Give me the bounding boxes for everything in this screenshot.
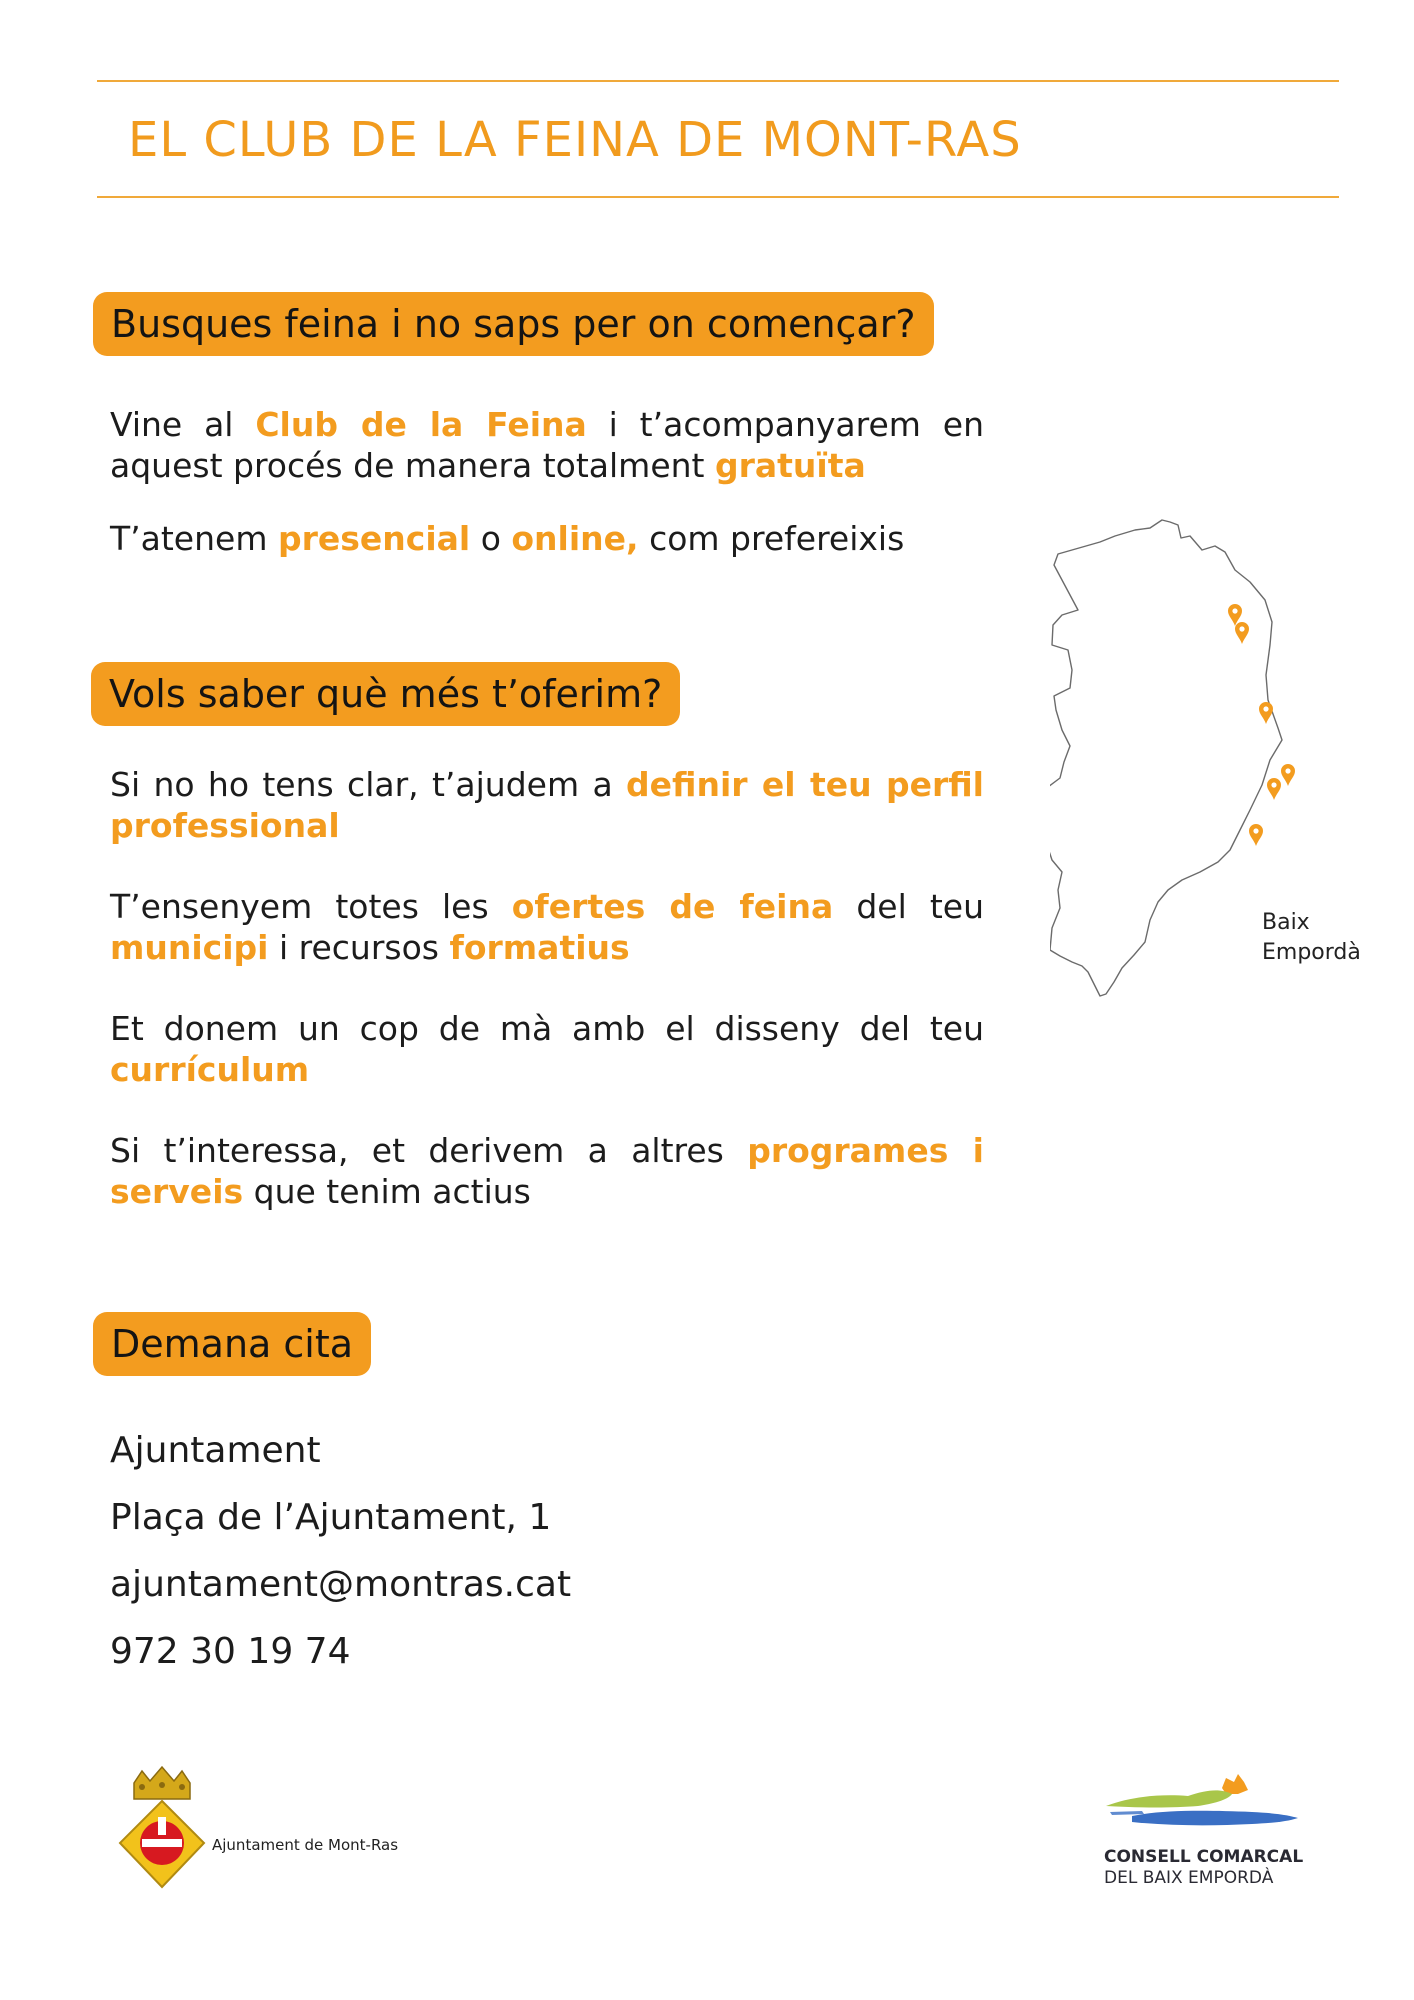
jobs-highlight-offers: ofertes de feina — [511, 887, 834, 926]
contact-phone-link[interactable]: 972 30 19 74 — [110, 1631, 351, 1672]
offer-paragraph-cv — [110, 1008, 984, 1090]
programs-text-a: Si t’interessa, et derivem a altres — [110, 1131, 748, 1170]
contact-address: Plaça de l’Ajuntament, 1 — [110, 1497, 552, 1538]
map-pin-dot — [1263, 706, 1268, 711]
map-label — [1262, 908, 1361, 968]
region-outline — [1050, 520, 1282, 996]
map-markers — [1228, 604, 1295, 846]
map-pin-dot — [1271, 782, 1276, 787]
map-pin-icon — [1259, 702, 1273, 724]
consell-comarcal-logo — [1102, 1760, 1302, 1845]
map-pin-dot — [1285, 768, 1290, 773]
intro-highlight-free: gratuïta — [714, 446, 866, 485]
jobs-highlight-formatius: formatius — [449, 928, 630, 967]
contact-institution: Ajuntament — [110, 1430, 321, 1471]
map-pin-icon — [1267, 778, 1281, 800]
top-rule — [97, 80, 1339, 82]
attendance-highlight-online: online, — [511, 519, 639, 558]
map-pin-icon — [1235, 622, 1249, 644]
map-label-line2: Empordà — [1262, 940, 1361, 965]
attendance-text-a: T’atenem — [110, 519, 278, 558]
consell-logo-line1: CONSELL COMARCAL — [1104, 1847, 1304, 1867]
mont-ras-logo-text: Ajuntament de Mont-Ras — [212, 1836, 399, 1854]
page-title: EL CLUB DE LA FEINA DE MONT-RAS — [128, 112, 1022, 168]
map-pin-icon — [1281, 764, 1295, 786]
offer-paragraph-profile — [110, 764, 984, 846]
intro-paragraph — [110, 404, 984, 486]
profile-text-a: Si no ho tens clar, t’ajudem a — [110, 765, 627, 804]
intro-highlight-club: Club de la Feina — [255, 405, 587, 444]
title-underline — [97, 196, 1339, 198]
jobs-text-c: del teu — [833, 887, 985, 926]
attendance-paragraph — [110, 518, 984, 559]
jobs-text-a: T’ensenyem totes les — [110, 887, 512, 926]
offer-paragraph-jobs — [110, 886, 984, 968]
programs-highlight: programes i serveis — [110, 1131, 984, 1211]
offer-paragraph-programs — [110, 1130, 984, 1212]
section-heading-job-search: Busques feina i no saps per on començar? — [93, 292, 934, 356]
contact-email-link[interactable]: ajuntament@montras.cat — [110, 1564, 572, 1605]
mont-ras-coat-of-arms-logo — [112, 1765, 212, 1895]
map-pin-icon — [1249, 824, 1263, 846]
attendance-highlight-presencial: presencial — [277, 519, 471, 558]
cv-text-a: Et donem un cop de mà amb el disseny del teu — [110, 1009, 984, 1048]
attendance-text-c: o — [470, 519, 512, 558]
map-label-line1: Baix — [1262, 910, 1310, 935]
profile-highlight: definir el teu perfil professional — [110, 765, 984, 845]
jobs-highlight-municipi: municipi — [110, 928, 269, 967]
section-heading-offer: Vols saber què més t’oferim? — [91, 662, 680, 726]
map-pin-dot — [1232, 608, 1237, 613]
consell-logo-line2: DEL BAIX EMPORDÀ — [1104, 1868, 1274, 1888]
cv-highlight: currículum — [110, 1050, 310, 1089]
map-pin-dot — [1239, 626, 1244, 631]
attendance-text-e: com prefereixis — [638, 519, 905, 558]
jobs-text-e: i recursos — [268, 928, 450, 967]
map-pin-dot — [1253, 828, 1258, 833]
intro-text-c: i t’acompanyarem en aquest procés de manera totalment — [110, 405, 984, 485]
programs-text-c: que tenim actius — [243, 1172, 531, 1211]
intro-text-a: Vine al — [110, 405, 256, 444]
section-heading-appointment: Demana cita — [93, 1312, 371, 1376]
